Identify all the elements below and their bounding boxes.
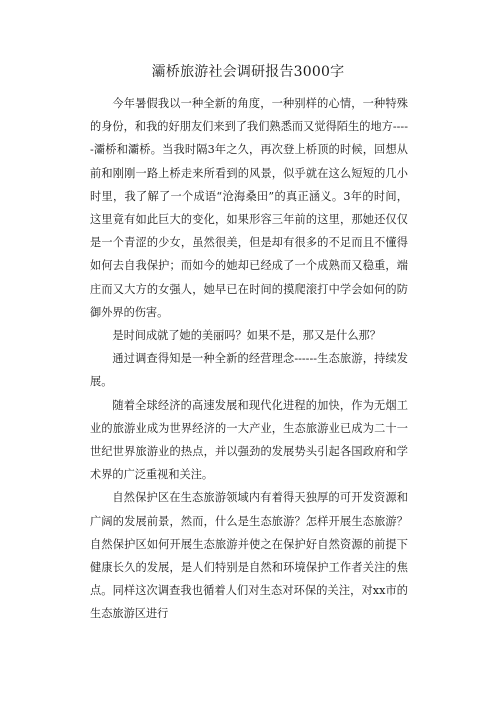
paragraph: 今年暑假我以一种全新的角度，一种别样的心情，一种特殊的身份，和我的好朋友们来到了我们熟悉而又觉得陌生的地方-----灞桥和灞桥。当我时隔3年之久，再次登上桥顶的时候，回想从前和刚刚一路上桥走来所看到的风景，似乎就在这么短短的几小时里，我了解了一个成语“沧海桑田”的真正涵义。3年的时间，这里竟有如此巨大的变化，如果形容三年前的这里，那她还仅仅是一个青涩的少女，虽然很美，但是却有很多的不足而且不懂得如何去自我保护；而如今的她却已经成了一个成熟而又稳重，端庄而又大方的女强人，她早已在时间的摸爬滚打中学会如何的防御外界的伤害。 <box>90 97 408 319</box>
document-body <box>90 92 408 626</box>
paragraph: 自然保护区在生态旅游领域内有着得天独厚的可开发资源和广阔的发展前景，然而，什么是生态旅游？怎样开展生态旅游？自然保护区如何开展生态旅游并使之在保护好自然资源的前提下健康长久的发展，是人们特别是自然和环境保护工作者关注的焦点。同样这次调查我也循着人们对生态对环保的关注，对xx市的生态旅游区进行 <box>90 491 408 621</box>
paragraph: 是时间成就了她的美丽吗？如果不是，那又是什么那？ <box>112 329 381 343</box>
document-title: 灞桥旅游社会调研报告3000字 <box>151 64 345 80</box>
paragraph: 通过调查得知是一种全新的经营理念------生态旅游，持续发展。 <box>90 352 408 389</box>
paragraph: 随着全球经济的高速发展和现代化进程的加快，作为无烟工业的旅游业成为世界经济的一大产业，生态旅游业已成为二十一世纪世界旅游业的热点，并以强劲的发展势头引起各国政府和学术界的广泛重视和关注。 <box>90 398 408 482</box>
